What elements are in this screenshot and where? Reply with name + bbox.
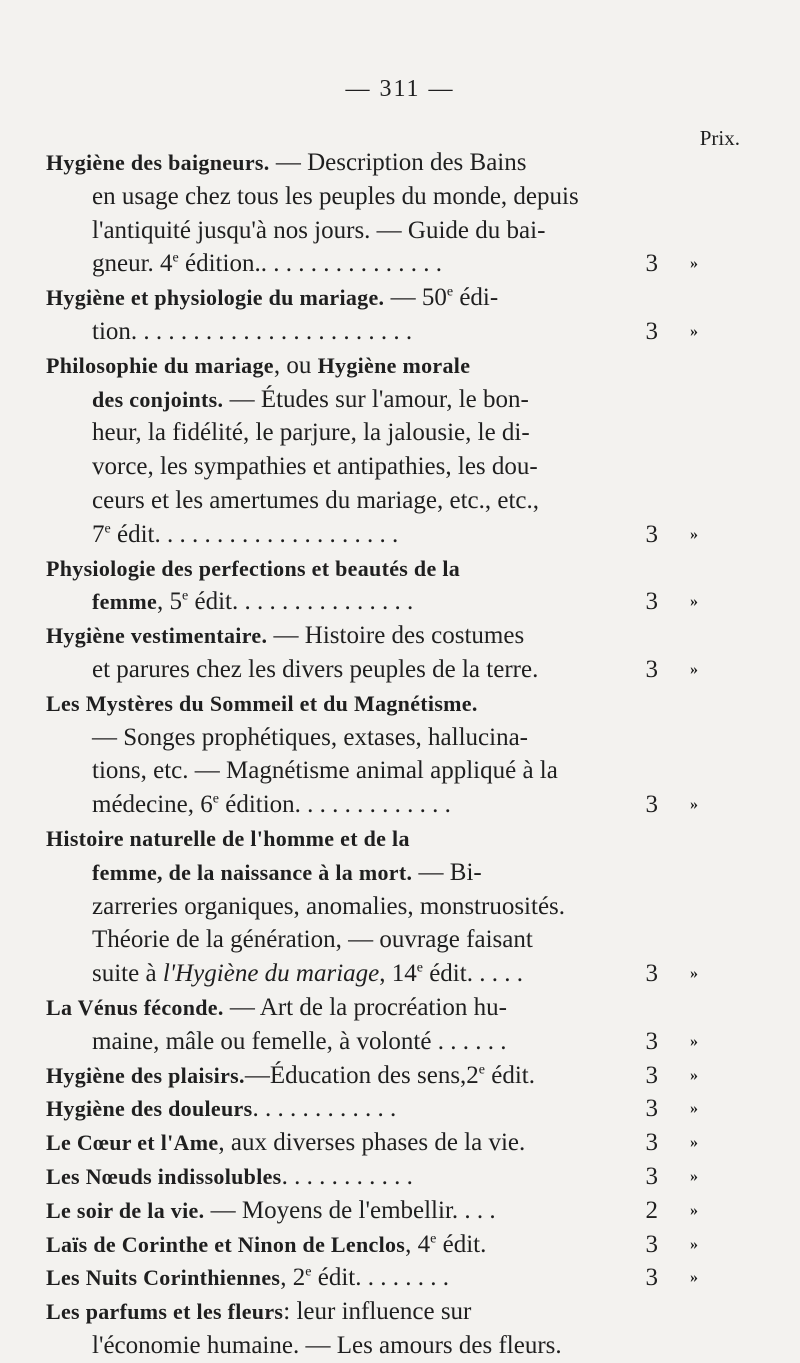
catalog-entry: [46, 1126, 746, 1160]
entry-description: médecine, 6: [92, 791, 213, 819]
entry-description: ceurs et les amertumes du mariage, etc., etc.,: [92, 486, 540, 514]
entry-price: 3: [645, 588, 658, 616]
entry-description: gneur. 4: [92, 250, 173, 278]
catalog-entries: [46, 146, 746, 1363]
catalog-entry: [46, 1092, 746, 1126]
entry-title: La Vénus féconde.: [46, 994, 224, 1020]
entry-description: suite à: [92, 960, 163, 988]
entry-currency-mark: »: [690, 1066, 698, 1084]
entry-price: 3: [645, 960, 658, 988]
entry-price: 3: [645, 1095, 658, 1123]
entry-currency-mark: »: [690, 1201, 698, 1219]
entry-description: — Bi-: [418, 858, 482, 886]
edition-superscript: e: [446, 284, 454, 300]
entry-price: 2: [645, 1196, 658, 1224]
catalog-entry: [46, 1295, 746, 1363]
entry-description: , 14: [379, 960, 417, 988]
catalog-entry: [46, 1160, 746, 1194]
entry-title: femme: [92, 589, 158, 615]
edition-superscript: e: [104, 521, 111, 537]
catalog-entry: [46, 1228, 746, 1262]
entry-price: 3: [645, 791, 658, 819]
entry-description: zarreries organiques, anomalies, monstruosités.: [92, 892, 566, 920]
entry-description: édit. . . . . . . . . . . . . . . . . . . .: [110, 520, 399, 548]
edition-superscript: e: [182, 589, 189, 605]
entry-description: — Histoire des costumes: [273, 622, 525, 650]
entry-currency-mark: »: [690, 660, 698, 678]
entry-currency-mark: »: [690, 322, 698, 340]
catalog-entry: [46, 1194, 746, 1228]
edition-superscript: e: [478, 1062, 486, 1078]
entry-description: Théorie de la génération, — ouvrage faisant: [92, 926, 533, 954]
entry-title: Hygiène des plaisirs.: [46, 1062, 245, 1088]
edition-superscript: e: [416, 960, 423, 976]
entry-currency-mark: »: [690, 796, 698, 814]
entry-price: 3: [645, 655, 658, 683]
entry-price: 3: [645, 1129, 658, 1157]
catalog-entry: [46, 991, 746, 1059]
entry-title: Les Nuits Corinthiennes: [46, 1265, 281, 1291]
catalog-entry: [46, 687, 746, 822]
entry-description: en usage chez tous les peuples du monde, depuis: [92, 182, 579, 210]
entry-price: 3: [645, 1027, 658, 1055]
entry-description: édit.: [436, 1230, 487, 1258]
catalog-entry: [46, 552, 746, 620]
entry-currency-mark: »: [690, 1032, 698, 1050]
entry-title: Hygiène morale: [317, 352, 471, 378]
catalog-entry: [46, 1059, 746, 1093]
entry-price: 3: [645, 1264, 658, 1292]
entry-title: Hygiène et physiologie du mariage.: [46, 285, 385, 311]
entry-price: 3: [645, 1230, 658, 1258]
entry-description: édition. . . . . . . . . . . . .: [219, 791, 451, 819]
entry-description: . . . . . . . . . . .: [281, 1162, 413, 1190]
entry-description: , 5: [157, 588, 183, 616]
entry-description: édit. . . . .: [422, 960, 523, 988]
entry-description: —Éducation des sens,2: [244, 1061, 479, 1089]
edition-superscript: e: [305, 1264, 312, 1280]
page-number: — 311 —: [345, 76, 455, 102]
edition-superscript: e: [172, 251, 179, 267]
entry-description: édition.. . . . . . . . . . . . . . .: [178, 250, 442, 278]
entry-description: , aux diverses phases de la vie.: [218, 1129, 526, 1157]
entry-description: édit.: [485, 1061, 536, 1089]
entry-title: Hygiène des baigneurs.: [46, 150, 270, 175]
entry-description: vorce, les sympathies et antipathies, les dou-: [92, 453, 538, 481]
entry-currency-mark: »: [690, 525, 698, 543]
entry-description: — Art de la procréation hu-: [229, 993, 507, 1021]
entry-description: l'antiquité jusqu'à nos jours. — Guide du bai-: [92, 216, 546, 244]
catalog-entry: [46, 619, 746, 687]
entry-description: , 4: [405, 1230, 431, 1258]
entry-title: Hygiène des douleurs: [46, 1096, 253, 1122]
entry-title: des conjoints.: [92, 386, 224, 412]
entry-title: Les Mystères du Sommeil et du Magnétisme.: [46, 690, 478, 716]
entry-title: Le soir de la vie.: [46, 1197, 205, 1223]
entry-description: édit. . . . . . . .: [311, 1264, 449, 1292]
entry-title: Hygiène vestimentaire.: [46, 623, 268, 649]
edition-superscript: e: [430, 1231, 437, 1247]
entry-title: Le Cœur et l'Ame: [46, 1130, 219, 1156]
catalog-entry: [46, 1261, 746, 1295]
catalog-entry: [46, 349, 746, 552]
entry-description: l'économie humaine. — Les amours des fleurs.: [92, 1331, 562, 1359]
entry-description: tions, etc. — Magnétisme animal appliqué à la: [92, 757, 558, 785]
entry-currency-mark: »: [690, 1167, 698, 1185]
entry-price: 3: [645, 250, 658, 278]
entry-description: , 2: [280, 1264, 306, 1292]
entry-description: tion. . . . . . . . . . . . . . . . . . . . . . .: [92, 317, 413, 345]
entry-title: Laïs de Corinthe et Ninon de Lenclos: [46, 1231, 406, 1257]
entry-description: édi-: [453, 284, 499, 312]
entry-title: Les parfums et les fleurs: [46, 1299, 284, 1325]
entry-price: 3: [645, 520, 658, 548]
catalog-entry: [46, 146, 746, 281]
entry-currency-mark: »: [690, 1134, 698, 1152]
entry-description: — Moyens de l'embellir. . . .: [210, 1196, 496, 1224]
catalog-entry: [46, 822, 746, 991]
entry-currency-mark: »: [690, 1269, 698, 1287]
entry-title: Histoire naturelle de l'homme et de la: [46, 825, 410, 851]
entry-description: — Songes prophétiques, extases, hallucina-: [92, 723, 529, 751]
cited-work-title: l'Hygiène du mariage: [162, 960, 380, 988]
entry-description: 7: [92, 520, 105, 548]
entry-price: 3: [645, 1061, 658, 1089]
entry-currency-mark: »: [690, 1235, 698, 1253]
entry-description: . . . . . . . . . . . .: [252, 1095, 397, 1123]
entry-title: femme, de la naissance à la mort.: [92, 859, 413, 885]
entry-description: et parures chez les divers peuples de la terre.: [92, 655, 539, 683]
entry-description: maine, mâle ou femelle, à volonté . . . . . .: [92, 1027, 507, 1055]
entry-title: Physiologie des perfections et beautés de la: [46, 555, 461, 581]
entry-description: — Études sur l'amour, le bon-: [229, 385, 529, 413]
entry-price: 3: [645, 317, 658, 345]
entry-title: Philosophie du mariage: [46, 352, 274, 378]
entry-description: heur, la fidélité, le parjure, la jalousie, le di-: [92, 419, 530, 447]
entry-description: — 50: [390, 284, 447, 312]
entry-description: — Description des Bains: [275, 149, 527, 176]
entry-currency-mark: »: [690, 255, 698, 273]
edition-superscript: e: [212, 791, 219, 807]
entry-description: , ou: [273, 351, 318, 379]
entry-description: édit. . . . . . . . . . . . . . .: [188, 588, 414, 616]
entry-description: : leur influence sur: [283, 1298, 472, 1326]
entry-title: Les Nœuds indissolubles: [46, 1163, 282, 1189]
entry-price: 3: [645, 1162, 658, 1190]
prix-column-header: Prix.: [699, 126, 740, 150]
catalog-entry: [46, 281, 746, 349]
entry-currency-mark: »: [690, 1100, 698, 1118]
entry-currency-mark: »: [690, 593, 698, 611]
entry-currency-mark: »: [690, 965, 698, 983]
